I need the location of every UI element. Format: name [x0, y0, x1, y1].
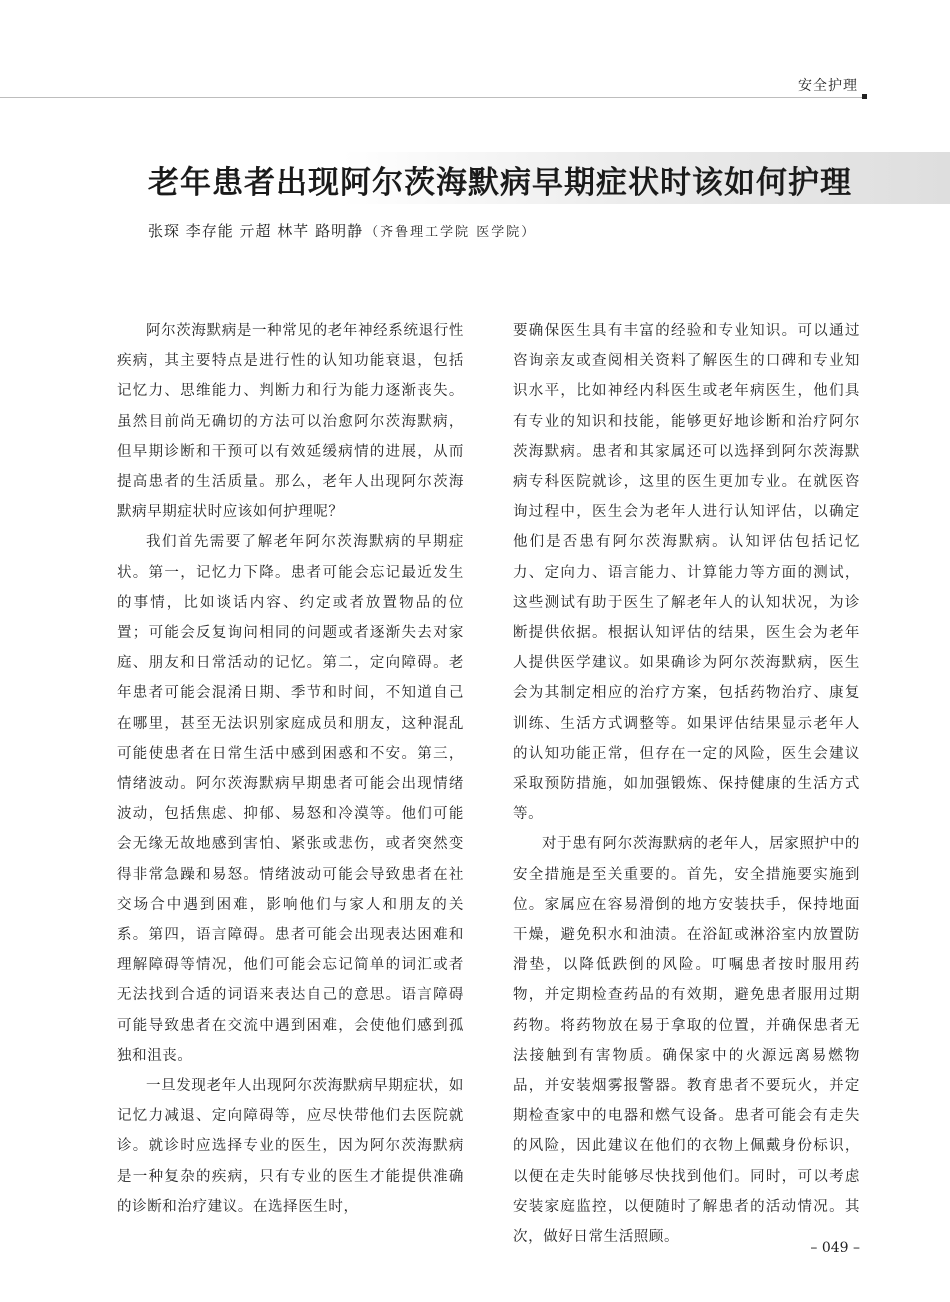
paragraph-continued: 要确保医生具有丰富的经验和专业知识。可以通过咨询亲友或查阅相关资料了解医生的口碑和专业知识水平，比如神经内科医生或老年病医生，他们具有专业的知识和技能，能够更好地诊断和治疗阿尔茨海默病。患者和其家属还可以选择到阿尔茨海默病专科医院就诊，这里的医生更加专业。在就医咨询过程中，医生会为老年人进行认知评估，以确定他们是否患有阿尔茨海默病。认知评估包括记忆力、定向力、语言能力、计算能力等方面的测试，这些测试有助于医生了解老年人的认知状况，为诊断提供依据。根据认知评估的结果，医生会为老年人提供医学建议。如果确诊为阿尔茨海默病，医生会为其制定相应的治疗方案，包括药物治疗、康复训练、生活方式调整等。如果评估结果显示老年人的认知功能正常，但存在一定的风险，医生会建议采取预防措施，如加强锻炼、保持健康的生活方式等。 — [513, 323, 860, 823]
section-label: 安全护理 — [798, 78, 858, 94]
right-column — [513, 316, 860, 1252]
paragraph: 对于患有阿尔茨海默病的老年人，居家照护中的安全措施是至关重要的。首先，安全措施要实施到位。家属应在容易滑倒的地方安装扶手，保持地面干燥，避免积水和油渍。在浴缸或淋浴室内放置防滑垫，以降低跌倒的风险。叮嘱患者按时服用药物，并定期检查药品的有效期，避免患者服用过期药物。将药物放在易于拿取的位置，并确保患者无法接触到有害物质。确保家中的火源远离易燃物品，并安装烟雾报警器。教育患者不要玩火，并定期检查家中的电器和燃气设备。患者可能会有走失的风险，因此建议在他们的衣物上佩戴身份标识，以便在走失时能够尽快找到他们。同时，可以考虑安装家庭监控，以便随时了解患者的活动情况。其次，做好日常生活照顾。 — [513, 836, 860, 1246]
paragraph: 一旦发现老年人出现阿尔茨海默病早期症状，如记忆力减退、定向障碍等，应尽快带他们去医院就诊。就诊时应选择专业的医生，因为阿尔茨海默病是一种复杂的疾病，只有专业的医生才能提供准确的诊断和治疗建议。在选择医生时， — [117, 1078, 464, 1215]
authors: 张琛 李存能 亓超 林芊 路明静 — [148, 222, 364, 240]
paragraph: 阿尔茨海默病是一种常见的老年神经系统退行性疾病，其主要特点是进行性的认知功能衰退，包括记忆力、思维能力、判断力和行为能力逐渐丧失。虽然目前尚无确切的方法可以治愈阿尔茨海默病，但早期诊断和干预可以有效延缓病情的进展，从而提高患者的生活质量。那么，老年人出现阿尔茨海默病早期症状时应该如何护理呢？ — [117, 323, 464, 521]
left-column — [117, 316, 464, 1222]
header-rule — [0, 97, 862, 98]
paragraph: 我们首先需要了解老年阿尔茨海默病的早期症状。第一，记忆力下降。患者可能会忘记最近发生的事情，比如谈话内容、约定或者放置物品的位置；可能会反复询问相同的问题或者逐渐失去对家庭、朋友和日常活动的记忆。第二，定向障碍。老年患者可能会混淆日期、季节和时间，不知道自己在哪里，甚至无法识别家庭成员和朋友，这种混乱可能使患者在日常生活中感到困惑和不安。第三，情绪波动。阿尔茨海默病早期患者可能会出现情绪波动，包括焦虑、抑郁、易怒和冷漠等。他们可能会无缘无故地感到害怕、紧张或悲伤，或者突然变得非常急躁和易怒。情绪波动可能会导致患者在社交场合中遇到困难，影响他们与家人和朋友的关系。第四，语言障碍。患者可能会出现表达困难和理解障碍等情况，他们可能会忘记简单的词汇或者无法找到合适的词语来表达自己的意思。语言障碍可能导致患者在交流中遇到困难，会使他们感到孤独和沮丧。 — [117, 534, 464, 1064]
affiliation: （齐鲁理工学院 医学院） — [365, 225, 537, 240]
byline — [148, 220, 536, 241]
section-marker-square — [862, 94, 867, 99]
article-title: 老年患者出现阿尔茨海默病早期症状时该如何护理 — [148, 165, 852, 201]
page-number: – 049 – — [810, 1240, 860, 1256]
